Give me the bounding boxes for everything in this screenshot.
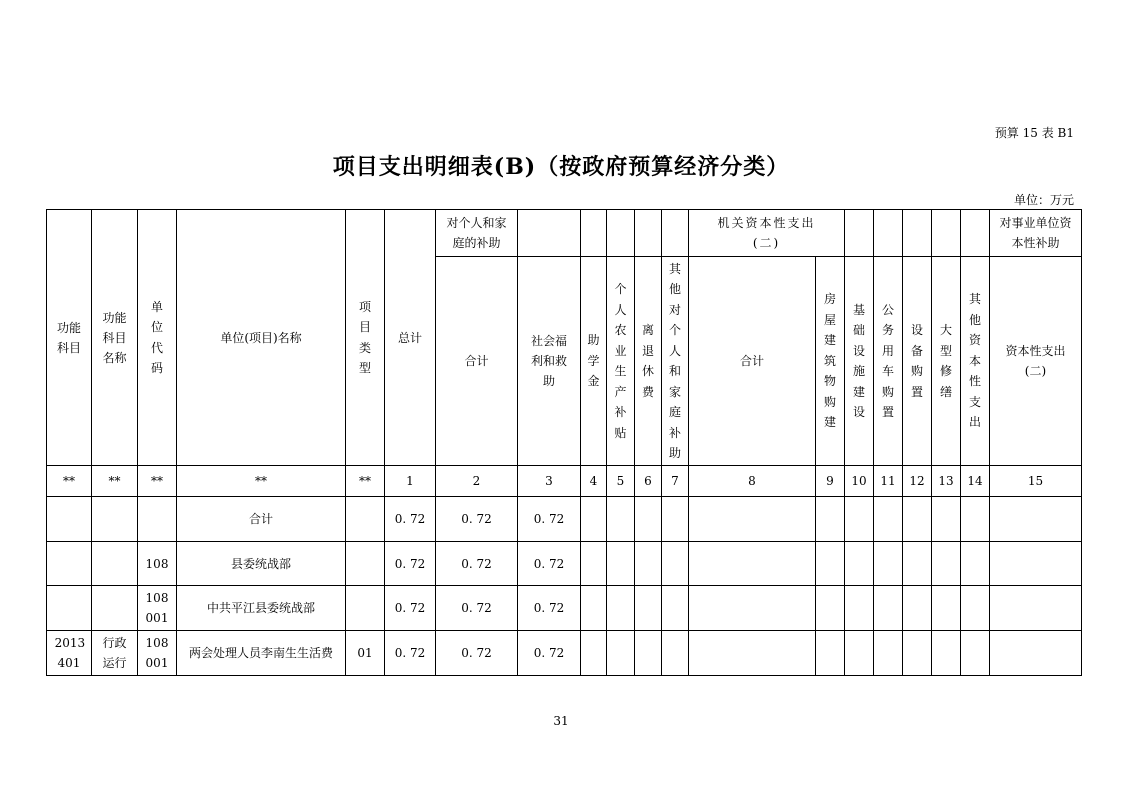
- row-type: [346, 586, 385, 631]
- header-total: 总计: [385, 210, 436, 466]
- header-func-subject: 功能科目: [47, 210, 92, 466]
- row-func-name: [92, 542, 138, 586]
- index-cell: **: [177, 466, 346, 497]
- row-total: 0. 72: [385, 586, 436, 631]
- header-retirement: 离退休费: [635, 257, 662, 466]
- row-name: 合计: [177, 497, 346, 542]
- index-cell: 6: [635, 466, 662, 497]
- header-group-enterprise: 对事业单位资本性补助: [990, 210, 1082, 257]
- row-welfare: 0. 72: [518, 497, 581, 542]
- row-personal-total: 0. 72: [436, 497, 518, 542]
- row-personal-total: 0. 72: [436, 586, 518, 631]
- header-project-type: 项目类型: [346, 210, 385, 466]
- index-cell: 5: [607, 466, 635, 497]
- table-row: [47, 631, 1082, 676]
- header-blank-8: [903, 210, 932, 257]
- header-building: 房屋建筑物购建: [816, 257, 845, 466]
- row-code: 108: [138, 542, 177, 586]
- header-blank-10: [961, 210, 990, 257]
- row-total: 0. 72: [385, 497, 436, 542]
- row-func-name: [92, 586, 138, 631]
- row-name: 县委统战部: [177, 542, 346, 586]
- row-type: [346, 542, 385, 586]
- header-infrastructure: 基础设施建设: [845, 257, 874, 466]
- row-welfare: 0. 72: [518, 631, 581, 676]
- header-unit-name: 单位(项目)名称: [177, 210, 346, 466]
- table-row: [47, 586, 1082, 631]
- index-cell: 12: [903, 466, 932, 497]
- row-code: 108 001: [138, 631, 177, 676]
- header-blank-4: [635, 210, 662, 257]
- index-cell: 9: [816, 466, 845, 497]
- header-social-welfare: 社会福利和救助: [518, 257, 581, 466]
- index-cell: 14: [961, 466, 990, 497]
- row-personal-total: 0. 72: [436, 542, 518, 586]
- index-cell: 10: [845, 466, 874, 497]
- header-vehicle: 公务用车购置: [874, 257, 903, 466]
- header-grant: 助学金: [581, 257, 607, 466]
- row-name: 中共平江县委统战部: [177, 586, 346, 631]
- header-repair: 大型修缮: [932, 257, 961, 466]
- row-code: [138, 497, 177, 542]
- table-row: [47, 497, 1082, 542]
- header-blank-3: [607, 210, 635, 257]
- header-blank-9: [932, 210, 961, 257]
- index-row: [47, 466, 1082, 497]
- row-func-name: [92, 497, 138, 542]
- header-blank-6: [845, 210, 874, 257]
- header-blank-1: [518, 210, 581, 257]
- header-blank-2: [581, 210, 607, 257]
- row-func-name: 行政运行: [92, 631, 138, 676]
- row-func: [47, 586, 92, 631]
- index-cell: **: [138, 466, 177, 497]
- row-personal-total: 0. 72: [436, 631, 518, 676]
- index-cell: **: [47, 466, 92, 497]
- index-cell: 7: [662, 466, 689, 497]
- row-type: 01: [346, 631, 385, 676]
- header-other-capital: 其他资本性支出: [961, 257, 990, 466]
- index-cell: 3: [518, 466, 581, 497]
- row-code: 108 001: [138, 586, 177, 631]
- row-name: 两会处理人员李南生生活费: [177, 631, 346, 676]
- header-other-personal: 其他对个人和家庭补助: [662, 257, 689, 466]
- index-cell: 13: [932, 466, 961, 497]
- index-cell: 11: [874, 466, 903, 497]
- form-code: 预算 15 表 B1: [994, 126, 1074, 140]
- row-type: [346, 497, 385, 542]
- header-func-subject-name: 功能科目名称: [92, 210, 138, 466]
- index-cell: **: [92, 466, 138, 497]
- index-cell: 2: [436, 466, 518, 497]
- row-total: 0. 72: [385, 631, 436, 676]
- row-func: [47, 497, 92, 542]
- header-blank-7: [874, 210, 903, 257]
- header-personal-total: 合计: [436, 257, 518, 466]
- index-cell: 8: [689, 466, 816, 497]
- header-equipment: 设备购置: [903, 257, 932, 466]
- header-capital-expense-2: 资本性支出(二): [990, 257, 1082, 466]
- header-farm-subsidy: 个人农业生产补贴: [607, 257, 635, 466]
- row-func: [47, 542, 92, 586]
- page-number: 31: [553, 714, 569, 728]
- header-row-1: [47, 210, 1082, 257]
- index-cell: **: [346, 466, 385, 497]
- header-unit-code: 单位代码: [138, 210, 177, 466]
- row-func: 2013 401: [47, 631, 92, 676]
- header-capital-total: 合计: [689, 257, 816, 466]
- header-group-capital: 机关资本性支出(二): [689, 210, 845, 257]
- row-welfare: 0. 72: [518, 586, 581, 631]
- row-welfare: 0. 72: [518, 542, 581, 586]
- table-row: [47, 542, 1082, 586]
- header-blank-5: [662, 210, 689, 257]
- index-cell: 4: [581, 466, 607, 497]
- index-cell: 15: [990, 466, 1082, 497]
- row-total: 0. 72: [385, 542, 436, 586]
- header-group-personal: 对个人和家庭的补助: [436, 210, 518, 257]
- index-cell: 1: [385, 466, 436, 497]
- budget-table: [46, 209, 1082, 676]
- page-title: 项目支出明细表(B)（按政府预算经济分类）: [332, 154, 790, 180]
- unit-label: 单位：万元: [1013, 193, 1074, 207]
